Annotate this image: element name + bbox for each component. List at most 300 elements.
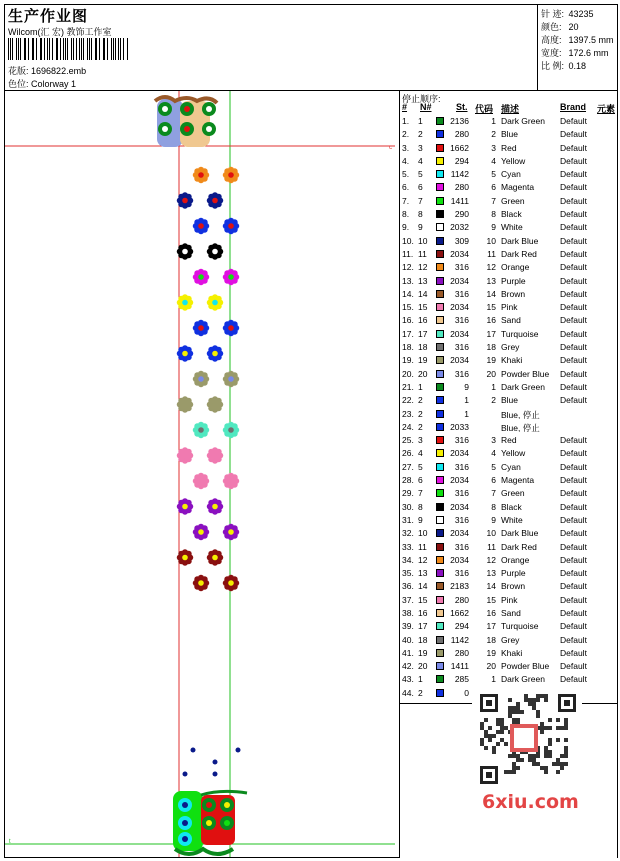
color-swatch: [436, 290, 444, 298]
color-description: Blue, 停止: [501, 422, 540, 433]
row-number: 26.: [402, 448, 414, 459]
color-code: 4: [491, 155, 496, 166]
color-swatch: [436, 423, 444, 431]
color-code: 19: [486, 355, 496, 366]
svg-text:c: c: [389, 145, 392, 151]
thread-brand: Default: [560, 674, 587, 685]
table-row: [400, 461, 617, 474]
color-swatch: [436, 596, 444, 604]
table-row: [400, 474, 617, 487]
row-number: 10.: [402, 235, 414, 246]
color-code: 13: [486, 275, 496, 286]
color-code: 16: [486, 315, 496, 326]
thread-brand: Default: [560, 328, 587, 339]
color-code: 18: [486, 634, 496, 645]
color-code: 7: [491, 195, 496, 206]
color-swatch: [436, 476, 444, 484]
stitch-count: 1142: [450, 634, 469, 645]
col-no: #: [402, 102, 408, 112]
thread-brand: Default: [560, 355, 587, 366]
table-row: [400, 288, 617, 301]
color-code: 1: [491, 116, 496, 126]
color-description: Blue: [501, 395, 519, 406]
flower-motif: [202, 122, 216, 136]
qr-code: [472, 688, 582, 788]
color-description: Dark Green: [501, 381, 545, 392]
thread-brand: Default: [560, 222, 587, 233]
flower-motif: [207, 549, 223, 565]
flower-motif: [193, 473, 209, 489]
color-swatch: [436, 569, 444, 577]
needle-number: 6: [418, 475, 423, 486]
color-description: Red: [501, 142, 517, 153]
needle-number: 1: [418, 381, 423, 392]
color-description: White: [501, 514, 523, 525]
needle-number: 2: [418, 421, 423, 432]
color-swatch: [436, 489, 444, 497]
flower-motif: [223, 269, 239, 285]
row-number: 6.: [402, 182, 410, 193]
stitch-count: 1: [464, 408, 469, 419]
color-description: Black: [501, 209, 522, 220]
needle-number: 8: [418, 209, 423, 220]
needle-number: 2: [418, 687, 423, 698]
color-swatch: [436, 636, 444, 644]
colorway-value: Colorway 1: [31, 79, 77, 89]
table-row: [400, 501, 617, 514]
thread-brand: Default: [560, 116, 587, 126]
stat-colors: 颜色: 20: [541, 22, 579, 32]
stop-sequence-panel: [400, 91, 617, 857]
flower-motif: [193, 575, 209, 591]
row-number: 30.: [402, 501, 414, 512]
flower-motif: [193, 422, 209, 438]
flower-motif: [223, 218, 239, 234]
stitch-count: 309: [454, 235, 469, 246]
row-number: 1.: [402, 116, 410, 126]
stitch-count: 2034: [450, 248, 469, 259]
thread-brand: Default: [560, 448, 587, 459]
table-row: [400, 434, 617, 447]
color-code: 14: [486, 288, 496, 299]
color-swatch: [436, 662, 444, 670]
thread-brand: Default: [560, 594, 587, 605]
embroidery-preview: [5, 91, 400, 857]
design-label: 花版:: [8, 66, 29, 76]
stitch-count: 316: [454, 514, 469, 525]
flower-motif: [207, 192, 223, 208]
color-description: Yellow: [501, 448, 526, 459]
color-description: Magenta: [501, 182, 535, 193]
needle-number: 16: [418, 315, 428, 326]
needle-number: 11: [418, 541, 427, 552]
table-row: [400, 381, 617, 394]
thread-brand: Default: [560, 475, 587, 486]
color-code: 2: [491, 129, 496, 140]
color-description: Grey: [501, 342, 520, 353]
color-code: 14: [486, 581, 496, 592]
table-row: [400, 301, 617, 314]
needle-number: 3: [418, 435, 423, 446]
colorway: [8, 77, 76, 90]
thread-brand: Default: [560, 155, 587, 166]
color-description: Black: [501, 501, 522, 512]
color-swatch: [436, 130, 444, 138]
flower-motif: [207, 447, 223, 463]
row-number: 34.: [402, 554, 414, 565]
stitch-count: 316: [454, 342, 469, 353]
row-number: 18.: [402, 342, 414, 353]
thread-brand: Default: [560, 568, 587, 579]
table-row: [400, 394, 617, 407]
color-code: 12: [486, 262, 496, 273]
flower-motif: [158, 122, 172, 136]
needle-number: 20: [418, 661, 428, 672]
color-code: 1: [491, 381, 496, 392]
needle-number: 18: [418, 634, 428, 645]
table-row: [400, 142, 617, 155]
thread-brand: Default: [560, 514, 587, 525]
color-swatch: [436, 316, 444, 324]
color-code: 5: [491, 169, 496, 180]
stitch-count: 1411: [450, 661, 469, 672]
thread-brand: Default: [560, 501, 587, 512]
needle-number: 4: [418, 448, 423, 459]
stitch-count: 2136: [450, 116, 469, 126]
thread-brand: Default: [560, 142, 587, 153]
stitch-count: 280: [454, 182, 469, 193]
color-description: Dark Green: [501, 116, 545, 126]
row-number: 31.: [402, 514, 414, 525]
flower-motif: [207, 294, 223, 310]
color-code: 8: [491, 209, 496, 220]
sequence-table-header: [400, 102, 617, 114]
stitch-count: 316: [454, 488, 469, 499]
stitch-dot: [213, 760, 218, 765]
color-description: Sand: [501, 315, 521, 326]
stitch-count: 280: [454, 129, 469, 140]
row-number: 35.: [402, 568, 414, 579]
stitch-count: 280: [454, 594, 469, 605]
stitch-count: 2183: [450, 581, 469, 592]
color-code: 10: [486, 235, 496, 246]
thread-brand: Default: [560, 554, 587, 565]
table-row: [400, 248, 617, 261]
production-sheet: [4, 4, 618, 858]
color-swatch: [436, 396, 444, 404]
needle-number: 3: [418, 142, 423, 153]
needle-number: 9: [418, 514, 423, 525]
needle-number: 13: [418, 275, 428, 286]
stat-width: 宽度: 172.6 mm: [541, 48, 609, 58]
needle-number: 17: [418, 328, 428, 339]
color-code: 20: [486, 368, 496, 379]
stitch-count: 2034: [450, 501, 469, 512]
color-description: Magenta: [501, 475, 535, 486]
thread-brand: Default: [560, 275, 587, 286]
design-file: [8, 64, 86, 77]
stitch-count: 1142: [450, 169, 469, 180]
col-st: St.: [456, 102, 468, 112]
row-number: 3.: [402, 142, 410, 153]
flower-motif: [207, 345, 223, 361]
color-swatch: [436, 516, 444, 524]
needle-number: 8: [418, 501, 423, 512]
flower-motif: [207, 498, 223, 514]
thread-brand: Default: [560, 195, 587, 206]
color-code: 5: [491, 461, 496, 472]
stitch-count: 1662: [450, 607, 469, 618]
row-number: 14.: [402, 288, 414, 299]
row-number: 8.: [402, 209, 410, 220]
flower-motif: [180, 122, 194, 136]
needle-number: 12: [418, 262, 428, 273]
sequence-table: [400, 115, 617, 700]
color-swatch: [436, 356, 444, 364]
row-number: 5.: [402, 169, 410, 180]
table-row: [400, 660, 617, 673]
needle-number: 10: [418, 235, 428, 246]
color-code: 17: [486, 621, 496, 632]
stitch-count: 2032: [450, 222, 469, 233]
color-code: 9: [491, 514, 496, 525]
flower-motif: [223, 320, 239, 336]
needle-number: 18: [418, 342, 428, 353]
design-preview[interactable]: [5, 91, 400, 857]
color-description: Blue, 停止: [501, 409, 540, 420]
svg-text:t: t: [9, 839, 11, 845]
flower-motif: [178, 832, 192, 846]
company-name: Wilcom(汇 宏) 教饰工作室: [8, 27, 112, 37]
color-swatch: [436, 689, 444, 697]
flower-motif: [220, 816, 234, 830]
color-description: Powder Blue: [501, 661, 550, 672]
color-swatch: [436, 303, 444, 311]
flower-motif: [193, 167, 209, 183]
color-code: 17: [486, 328, 496, 339]
needle-number: 5: [418, 461, 423, 472]
thread-brand: Default: [560, 488, 587, 499]
color-swatch: [436, 449, 444, 457]
thread-brand: Default: [560, 435, 587, 446]
table-row: [400, 421, 617, 434]
flower-motif: [220, 798, 234, 812]
stitch-count: 316: [454, 461, 469, 472]
color-description: Turquoise: [501, 328, 539, 339]
thread-brand: Default: [560, 315, 587, 326]
colorway-label: 色位:: [8, 79, 29, 89]
stitch-count: 316: [454, 541, 469, 552]
flower-motif: [202, 798, 216, 812]
thread-brand: Default: [560, 528, 587, 539]
row-number: 44.: [402, 687, 414, 698]
color-code: 12: [486, 554, 496, 565]
thread-brand: Default: [560, 169, 587, 180]
flower-motif: [193, 524, 209, 540]
row-number: 22.: [402, 395, 414, 406]
table-row: [400, 261, 617, 274]
color-swatch: [436, 330, 444, 338]
table-row: [400, 368, 617, 381]
table-row: [400, 275, 617, 288]
thread-brand: Default: [560, 342, 587, 353]
flower-motif: [193, 269, 209, 285]
color-description: Turquoise: [501, 621, 539, 632]
color-description: Green: [501, 488, 525, 499]
stitch-count: 294: [454, 155, 469, 166]
color-description: Pink: [501, 594, 518, 605]
thread-brand: Default: [560, 288, 587, 299]
stitch-count: 316: [454, 368, 469, 379]
design-value: 1696822.emb: [31, 66, 87, 76]
thread-brand: Default: [560, 621, 587, 632]
flower-motif: [177, 192, 193, 208]
color-code: 11: [487, 541, 496, 552]
flower-motif: [193, 320, 209, 336]
needle-number: 7: [418, 488, 423, 499]
stat-scale: 比 例: 0.18: [541, 61, 587, 71]
row-number: 38.: [402, 607, 414, 618]
stat-stitches: 针 迹: 43235: [541, 9, 594, 19]
table-row: [400, 487, 617, 500]
stitch-dot: [213, 772, 218, 777]
color-description: Yellow: [501, 155, 526, 166]
thread-brand: Default: [560, 182, 587, 193]
stitch-dot: [236, 748, 241, 753]
table-row: [400, 673, 617, 686]
row-number: 25.: [402, 435, 414, 446]
flower-motif: [223, 422, 239, 438]
stitch-count: 9: [464, 381, 469, 392]
row-number: 11.: [402, 248, 414, 259]
color-description: Khaki: [501, 647, 523, 658]
row-number: 39.: [402, 621, 414, 632]
color-swatch: [436, 250, 444, 258]
table-row: [400, 527, 617, 540]
row-number: 27.: [402, 461, 414, 472]
color-swatch: [436, 410, 444, 418]
needle-number: 9: [418, 222, 423, 233]
table-row: [400, 328, 617, 341]
flower-motif: [158, 102, 172, 116]
color-code: 20: [486, 661, 496, 672]
table-row: [400, 447, 617, 460]
row-number: 29.: [402, 488, 414, 499]
color-description: Blue: [501, 129, 519, 140]
thread-brand: Default: [560, 302, 587, 313]
row-number: 33.: [402, 541, 414, 552]
row-number: 40.: [402, 634, 414, 645]
color-swatch: [436, 543, 444, 551]
color-description: Khaki: [501, 355, 523, 366]
flower-motif: [177, 549, 193, 565]
table-row: [400, 168, 617, 181]
color-swatch: [436, 529, 444, 537]
col-code: 代码: [475, 104, 494, 114]
stitch-count: 316: [454, 288, 469, 299]
stitch-count: 2034: [450, 355, 469, 366]
flower-motif: [193, 218, 209, 234]
color-description: Pink: [501, 302, 518, 313]
stitch-count: 316: [454, 568, 469, 579]
row-number: 16.: [402, 315, 414, 326]
row-number: 7.: [402, 195, 410, 206]
color-code: 11: [487, 248, 496, 259]
stitch-count: 2034: [450, 275, 469, 286]
flower-motif: [177, 294, 193, 310]
flower-motif: [178, 816, 192, 830]
row-number: 4.: [402, 155, 410, 166]
stitch-count: 280: [454, 647, 469, 658]
stitch-count: 2034: [450, 448, 469, 459]
stitch-count: 2034: [450, 528, 469, 539]
color-code: 7: [491, 488, 496, 499]
color-description: Orange: [501, 554, 530, 565]
color-description: Dark Blue: [501, 528, 539, 539]
flower-motif: [202, 102, 216, 116]
color-code: 8: [491, 501, 496, 512]
row-number: 12.: [402, 262, 414, 273]
needle-number: 4: [418, 155, 423, 166]
table-row: [400, 115, 617, 128]
color-description: Purple: [501, 568, 526, 579]
color-description: Dark Blue: [501, 235, 539, 246]
stitch-count: 2034: [450, 302, 469, 313]
flower-motif: [177, 345, 193, 361]
table-row: [400, 580, 617, 593]
thread-brand: Default: [560, 634, 587, 645]
top-motif: [155, 97, 217, 147]
color-code: 4: [491, 448, 496, 459]
row-number: 24.: [402, 421, 414, 432]
bottom-motif: [173, 791, 247, 854]
stitch-count: 1: [464, 395, 469, 406]
thread-brand: Default: [560, 262, 587, 273]
thread-brand: Default: [560, 661, 587, 672]
color-swatch: [436, 170, 444, 178]
table-row: [400, 354, 617, 367]
table-row: [400, 181, 617, 194]
color-swatch: [436, 675, 444, 683]
table-row: [400, 554, 617, 567]
row-number: 19.: [402, 355, 414, 366]
color-description: Dark Green: [501, 674, 545, 685]
row-number: 42.: [402, 661, 414, 672]
color-swatch: [436, 223, 444, 231]
stitch-count: 316: [454, 315, 469, 326]
color-code: 16: [486, 607, 496, 618]
header-info: [5, 5, 538, 91]
color-swatch: [436, 157, 444, 165]
color-description: Cyan: [501, 461, 521, 472]
thread-brand: Default: [560, 368, 587, 379]
color-swatch: [436, 197, 444, 205]
col-brand: Brand: [560, 102, 587, 112]
col-element: 元素: [597, 104, 616, 114]
color-description: Cyan: [501, 169, 521, 180]
color-swatch: [436, 383, 444, 391]
color-swatch: [436, 210, 444, 218]
color-description: Dark Red: [501, 248, 537, 259]
thread-brand: Default: [560, 381, 587, 392]
thread-brand: Default: [560, 395, 587, 406]
flower-motif: [223, 473, 239, 489]
needle-number: 14: [418, 288, 428, 299]
needle-number: 6: [418, 182, 423, 193]
flower-motif: [223, 575, 239, 591]
stitch-count: 316: [454, 435, 469, 446]
row-number: 17.: [402, 328, 414, 339]
